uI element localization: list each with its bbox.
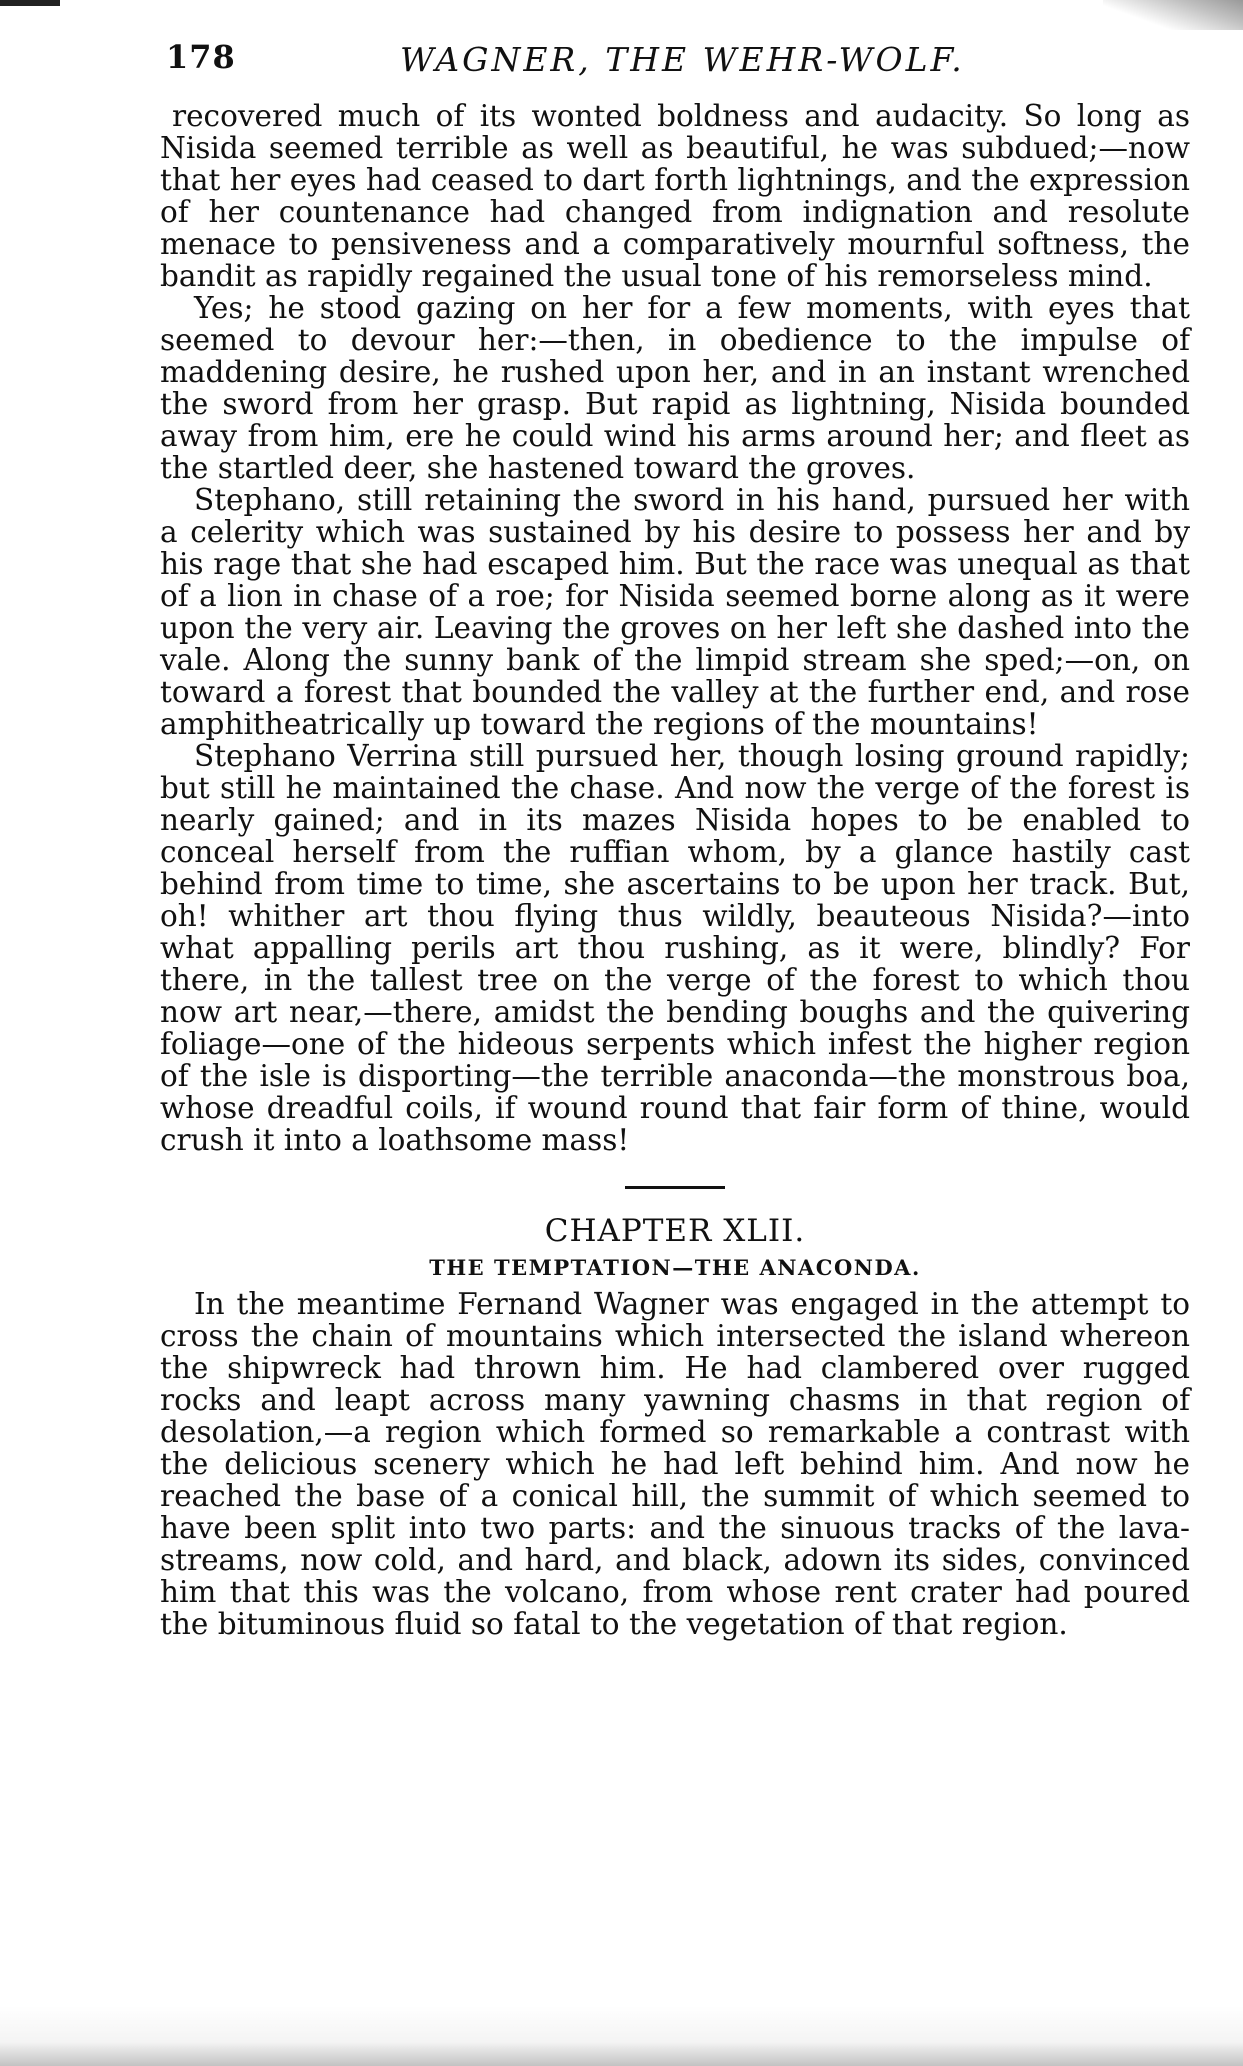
running-header bbox=[160, 36, 1190, 86]
body-text bbox=[160, 100, 1190, 1640]
chapter-heading: CHAPTER XLII. bbox=[544, 1213, 806, 1249]
running-title: WAGNER, THE WEHR-WOLF. bbox=[400, 40, 965, 79]
page-bottom-wear bbox=[0, 2006, 1243, 2066]
page-number: 178 bbox=[166, 38, 236, 76]
paragraph-2: Yes; he stood gazing on her for a few moments, with eyes that seemed to devour her:—then, in obedience to the impulse of maddening desire, he rushed upon her, and in an instant wrenched the sword from her grasp. But rapid as lightning, Nisida bounded away from him, ere he could wind his arms around her; and fleet as the startled deer, she hastened toward the groves. bbox=[160, 291, 1190, 485]
chapter-subtitle: THE TEMPTATION—THE ANACONDA. bbox=[429, 1255, 921, 1280]
page-edge-mark bbox=[0, 0, 60, 6]
paragraph-3: Stephano, still retaining the sword in his hand, pursued her with a celerity which was sustained by his desire to possess her and by his rage that she had escaped him. But the race was unequal as that of a lion in chase of a roe; for Nisida seemed borne along as it were upon the very air. Leaving the groves on her left she dashed into the vale. Along the sunny bank of the limpid stream she sped;—on, on toward a forest that bounded the valley at the further end, and rose amphitheatrically up toward the regions of the mountains! bbox=[160, 483, 1190, 741]
paragraph-4: Stephano Verrina still pursued her, though losing ground rapidly; but still he maintained the chase. And now the verge of the forest is nearly gained; and in its mazes Nisida hopes to be enabled to conceal herself from the ruffian whom, by a glance hastily cast behind from time to time, she ascertains to be upon her track. But, oh! whither art thou flying thus wildly, beauteous Nisida?—into what appalling perils art thou rushing, as it were, blindly? For there, in the tallest tree on the verge of the forest to which thou now art near,—there, amidst the bending boughs and the quivering foliage—one of the hideous serpents which infest the higher region of the isle is disporting—the terrible anaconda—the monstrous boa, whose dreadful coils, if wound round that fair form of thine, would crush it into a loathsome mass! bbox=[160, 739, 1190, 1157]
paragraph-1: recovered much of its wonted boldness and audacity. So long as Nisida seemed terrible as well as beautiful, he was subdued;—now that her eyes had ceased to dart forth lightnings, and the expression of her countenance had changed from indignation and resolute menace to pensiveness and a comparatively mournful softness, the bandit as rapidly regained the usual tone of his remorseless mind. bbox=[160, 99, 1190, 293]
page-corner-wear bbox=[1103, 0, 1243, 30]
chapter-paragraph: In the meantime Fernand Wagner was engaged in the attempt to cross the chain of mountains which intersected the island whereon the shipwreck had thrown him. He had clambered over rugged rocks and leapt across many yawning chasms in that region of desolation,—a region which formed so remarkable a contrast with the delicious scenery which he had left behind him. And now he reached the base of a conical hill, the summit of which seemed to have been split into two parts: and the sinuous tracks of the lava-streams, now cold, and hard, and black, adown its sides, convinced him that this was the volcano, from whose rent crater had poured the bituminous fluid so fatal to the vegetation of that region. bbox=[160, 1287, 1190, 1641]
section-divider bbox=[625, 1186, 725, 1189]
